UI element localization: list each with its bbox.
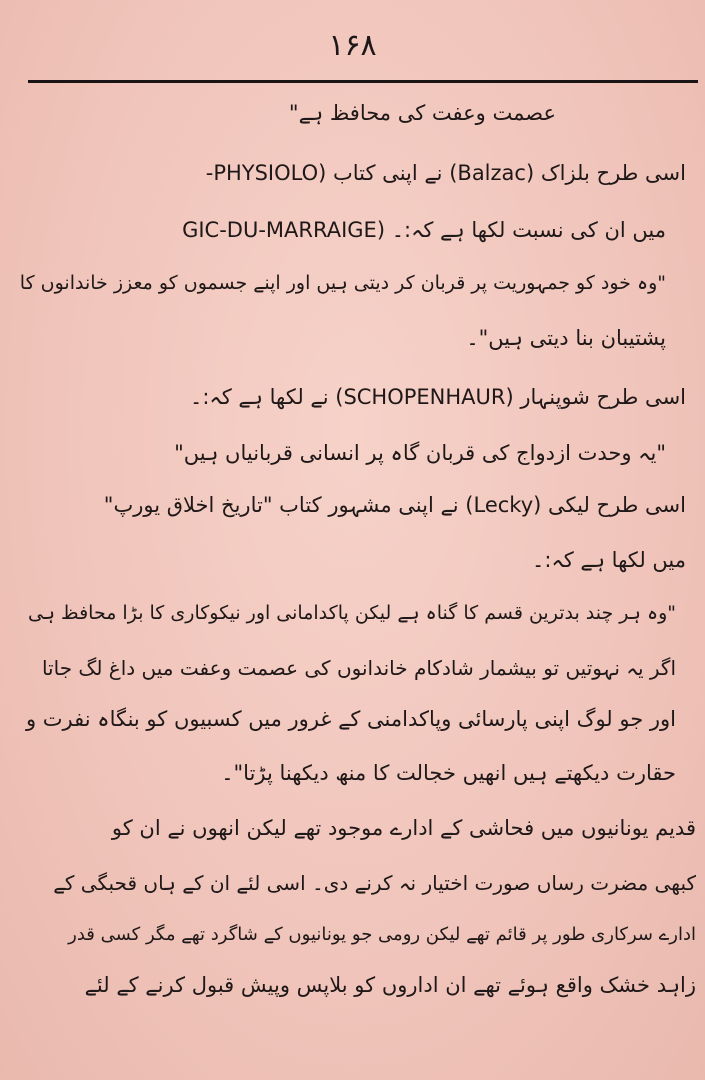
text-line: زاہد خشک واقع ہوئے تھے ان اداروں کو بلاپس وپیش قبول کرنے کے لئے (84, 973, 696, 997)
text-line: "وہ ہر چند بدترین قسم کا گناہ ہے لیکن پاکدامانی اور نیکوکاری کا بڑا محافظ ہی (28, 602, 676, 624)
text-line: عصمت وعفت کی محافظ ہے" (288, 101, 556, 125)
text-line: پشتیبان بنا دیتی ہیں"۔ (466, 326, 666, 350)
page-number: ۱۶۸ (328, 28, 377, 63)
text-line: کبھی مضرت رساں صورت اختیار نہ کرنے دی۔ اسی لئے ان کے ہاں قحبگی کے (53, 871, 696, 895)
header-rule (28, 80, 698, 83)
text-line: GIC-DU-MARRAIGE) میں ان کی نسبت لکھا ہے کہ:۔ (182, 218, 666, 242)
text-line: میں لکھا ہے کہ:۔ (532, 548, 686, 572)
text-line: ادارے سرکاری طور پر قائم تھے لیکن رومی جو یونانیوں کے شاگرد تھے مگر کسی قدر (68, 924, 696, 945)
text-line: اسی طرح شوپنہار (SCHOPENHAUR) نے لکھا ہے کہ:۔ (190, 385, 686, 409)
text-line: اگر یہ نہوتیں تو بیشمار شادکام خاندانوں کی عصمت وعفت میں داغ لگ جاتا (41, 656, 676, 680)
text-line: "وہ خود کو جمہوریت پر قربان کر دیتی ہیں اور اپنے جسموں کو معزز خاندانوں کا (19, 272, 666, 294)
text-line: اسی طرح لیکی (Lecky) نے اپنی مشہور کتاب "تاریخ اخلاق یورپ" (103, 493, 686, 517)
text-line: قدیم یونانیوں میں فحاشی کے ادارے موجود تھے لیکن انھوں نے ان کو (111, 816, 696, 840)
text-line: حقارت دیکھتے ہیں انھیں خجالت کا منھ دیکھنا پڑتا"۔ (221, 761, 676, 785)
text-line: اور جو لوگ اپنی پارسائی وپاکدامنی کے غرور میں کسبیوں کو بنگاہ نفرت و (25, 707, 676, 731)
text-line: "یہ وحدت ازدواج کی قربان گاہ پر انسانی قربانیاں ہیں" (174, 441, 666, 465)
text-line: اسی طرح بلزاک (Balzac) نے اپنی کتاب (PHYSIOLO- (205, 161, 686, 185)
